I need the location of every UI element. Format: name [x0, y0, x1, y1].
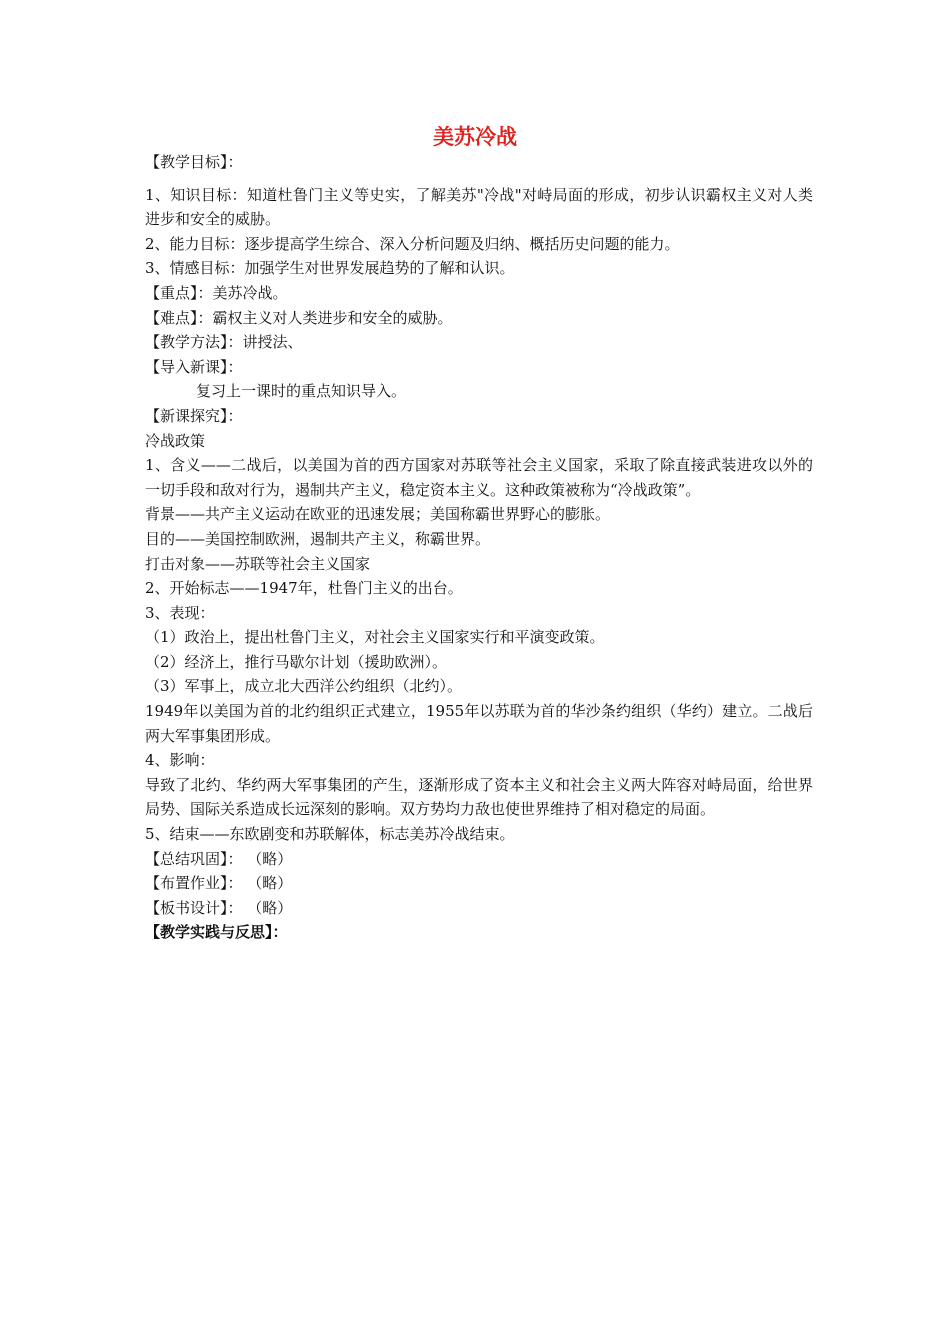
- paragraph-purpose: 目的——美国控制欧洲，遏制共产主义，称霸世界。: [145, 529, 491, 548]
- paragraph-impact: 导致了北约、华约两大军事集团的产生，逐渐形成了资本主义和社会主义两大阵容对峙局面，给世界局势、国际关系造成长远深刻的影响。双方势均力敌也使世界维持了相对稳定的局面。: [145, 775, 813, 819]
- difficult-point-line: 【难点】：霸权主义对人类进步和安全的威胁。: [145, 308, 453, 327]
- paragraph-definition: 1、含义——二战后，以美国为首的西方国家对苏联等社会主义国家，采取了除直接武装进攻以外的一切手段和敌对行为，遏制共产主义，稳定资本主义。这种政策被称为“冷战政策”。: [145, 456, 813, 499]
- section-heading-objectives: 【教学目标】：: [145, 153, 243, 171]
- section-heading-new-lesson: 【新课探究】：: [145, 406, 243, 425]
- teaching-method-line: 【教学方法】：讲授法、: [145, 333, 303, 352]
- paragraph-military-blocs: 1949年以美国为首的北约组织正式建立，1955年以苏联为首的华沙条约组织（华约）建立。二战后两大军事集团形成。: [145, 702, 813, 745]
- homework-line: 【布置作业】： （略）: [145, 874, 293, 893]
- subheading-cold-war-policy: 冷战政策: [145, 431, 206, 450]
- list-item-economic: （2）经济上，推行马歇尔计划（援助欧洲）。: [145, 652, 448, 671]
- paragraph-impact-heading: 4、影响：: [145, 751, 215, 770]
- board-design-line: 【板书设计】： （略）: [145, 898, 293, 917]
- paragraph-knowledge-objective: 1、知识目标：知道杜鲁门主义等史实，了解美苏"冷战"对峙局面的形成，初步认识霸权主义对人类进步和安全的威胁。: [145, 185, 813, 229]
- key-point-line: 【重点】：美苏冷战。: [145, 283, 288, 302]
- paragraph-manifestations: 3、表现：: [145, 603, 215, 622]
- introduction-text: 复习上一课时的重点知识导入。: [196, 382, 407, 401]
- paragraph-target: 打击对象——苏联等社会主义国家: [145, 554, 371, 573]
- paragraph-emotion-objective: 3、情感目标：加强学生对世界发展趋势的了解和认识。: [145, 259, 515, 278]
- paragraph-ability-objective: 2、能力目标：逐步提高学生综合、深入分析问题及归纳、概括历史问题的能力。: [145, 234, 680, 253]
- document-body: [145, 150, 813, 945]
- paragraph-background: 背景——共产主义运动在欧亚的迅速发展；美国称霸世界野心的膨胀。: [145, 505, 611, 524]
- summary-line: 【总结巩固】： （略）: [145, 849, 293, 868]
- list-item-political: （1）政治上，提出杜鲁门主义，对社会主义国家实行和平演变政策。: [145, 628, 605, 647]
- paragraph-start-marker: 2、开始标志——1947年，杜鲁门主义的出台。: [145, 579, 463, 598]
- list-item-military: （3）军事上，成立北大西洋公约组织（北约）。: [145, 677, 463, 696]
- section-heading-introduction: 【导入新课】：: [145, 357, 243, 376]
- reflection-line: 【教学实践与反思】：: [145, 923, 288, 942]
- document-title: 美苏冷战: [433, 125, 517, 149]
- paragraph-end: 5、结束——东欧剧变和苏联解体，标志美苏冷战结束。: [145, 825, 515, 844]
